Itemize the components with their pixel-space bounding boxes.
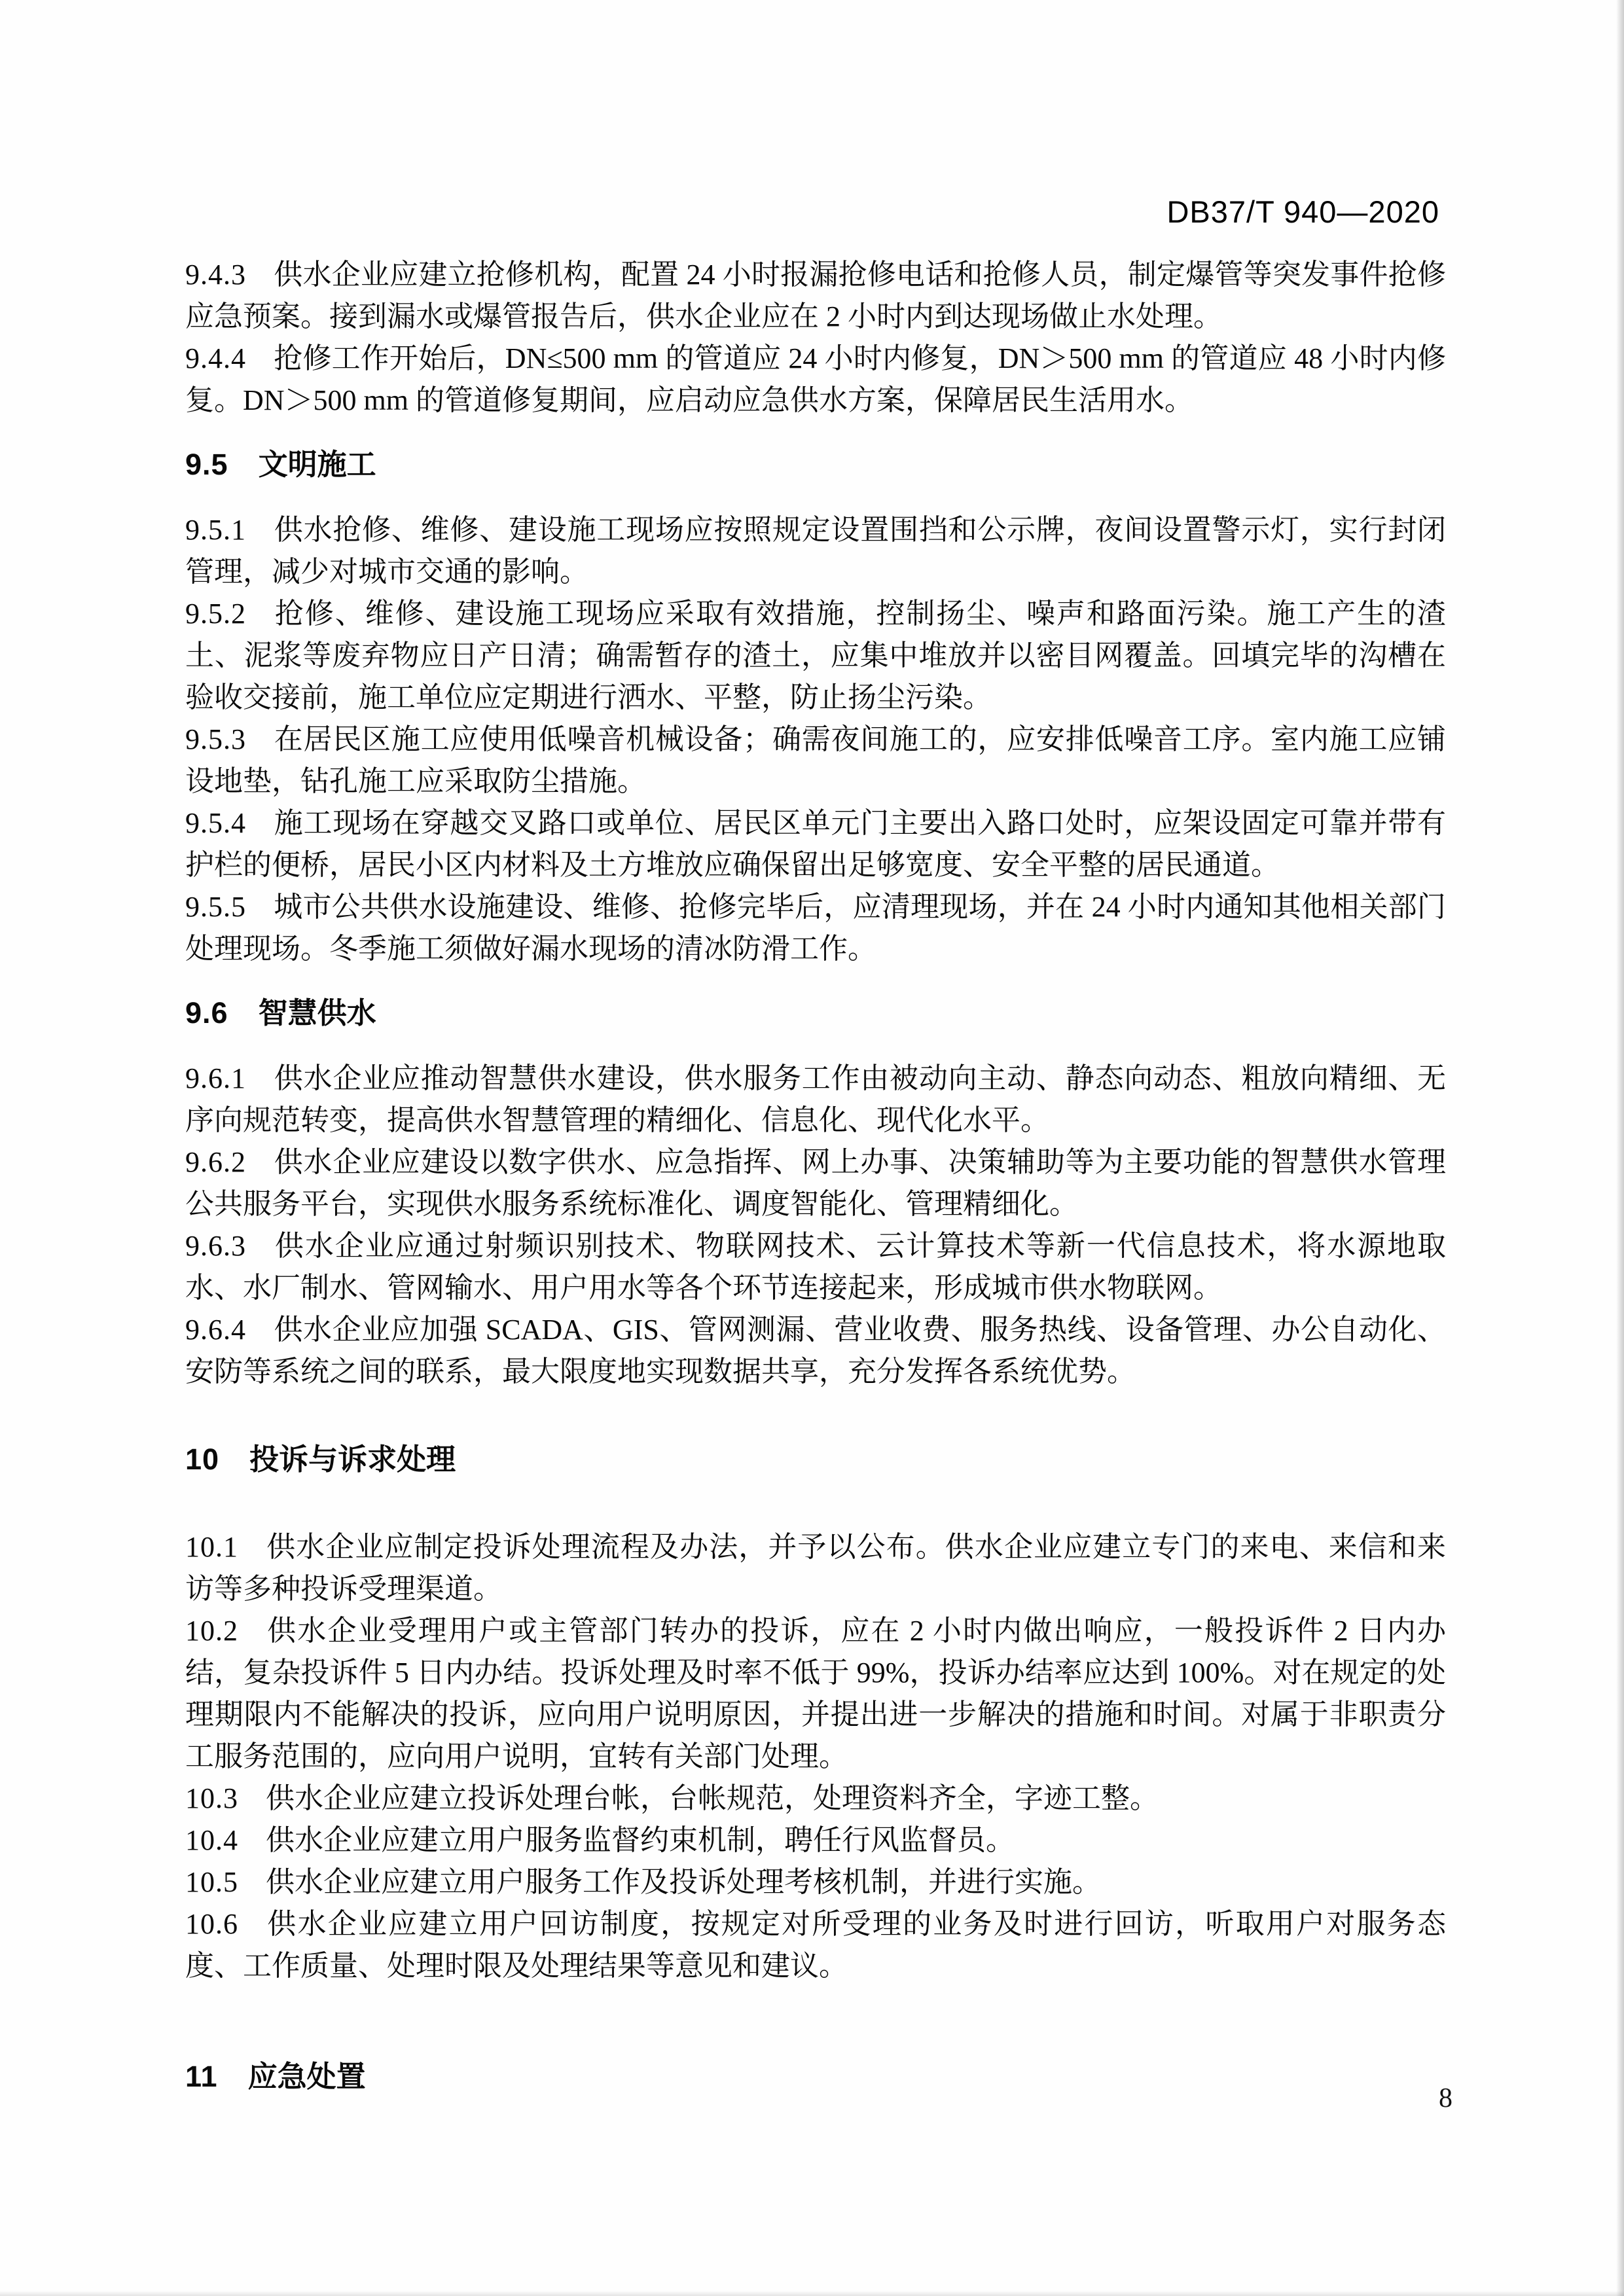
clause-number: 9.5.5 bbox=[185, 891, 246, 923]
clause-text: 抢修、维修、建设施工现场应采取有效措施，控制扬尘、噪声和路面污染。施工产生的渣土、泥浆等废弃物应日产日清；确需暂存的渣土，应集中堆放并以密目网覆盖。回填完毕的沟槽在验收交接前，施工单位应定期进行洒水、平整，防止扬尘污染。 bbox=[185, 598, 1446, 713]
clause-number: 9.4.4 bbox=[185, 342, 246, 374]
heading-text: 智慧供水 bbox=[258, 996, 376, 1030]
clause-number: 9.6.1 bbox=[185, 1062, 246, 1094]
scan-edge-right bbox=[1616, 0, 1624, 2296]
heading-text: 应急处置 bbox=[247, 2060, 366, 2093]
clause-number: 9.5.4 bbox=[185, 807, 246, 839]
heading-number: 9.5 bbox=[185, 448, 228, 481]
clause-9-4-4 bbox=[185, 338, 1446, 422]
clause-text: 供水企业应通过射频识别技术、物联网技术、云计算技术等新一代信息技术，将水源地取水、水厂制水、管网输水、用户用水等各个环节连接起来，形成城市供水物联网。 bbox=[185, 1230, 1446, 1304]
clause-9-6-1 bbox=[185, 1058, 1446, 1141]
heading-number: 10 bbox=[185, 1443, 220, 1476]
clause-number: 10.1 bbox=[185, 1531, 238, 1563]
page-number: 8 bbox=[1439, 2083, 1453, 2113]
clause-number: 9.5.3 bbox=[185, 723, 246, 755]
clause-10-3 bbox=[185, 1778, 1446, 1820]
standard-number-header: DB37/T 940—2020 bbox=[1166, 194, 1439, 229]
clause-9-4-3 bbox=[185, 254, 1446, 338]
heading-number: 9.6 bbox=[185, 996, 228, 1030]
heading-text: 文明施工 bbox=[258, 448, 376, 481]
clause-text: 施工现场在穿越交叉路口或单位、居民区单元门主要出入路口处时，应架设固定可靠并带有护栏的便桥，居民小区内材料及土方堆放应确保留出足够宽度、安全平整的居民通道。 bbox=[185, 807, 1446, 881]
clause-number: 10.6 bbox=[185, 1908, 238, 1940]
chapter-heading-10 bbox=[185, 1439, 1446, 1480]
clause-10-1 bbox=[185, 1526, 1446, 1610]
clause-text: 供水企业应推动智慧供水建设，供水服务工作由被动向主动、静态向动态、粗放向精细、无序向规范转变，提高供水智慧管理的精细化、信息化、现代化水平。 bbox=[185, 1062, 1446, 1136]
clause-9-5-2 bbox=[185, 593, 1446, 719]
clause-text: 供水企业应建立用户服务工作及投诉处理考核机制，并进行实施。 bbox=[266, 1866, 1101, 1898]
clause-text: 抢修工作开始后，DN≤500 mm 的管道应 24 小时内修复，DN＞500 mm 的管道应 48 小时内修复。DN＞500 mm 的管道修复期间，应启动应急供水方案，保障居民生活用水。 bbox=[185, 342, 1446, 416]
clause-number: 9.6.2 bbox=[185, 1146, 246, 1178]
clause-9-5-4 bbox=[185, 802, 1446, 886]
clause-text: 供水企业受理用户或主管部门转办的投诉，应在 2 小时内做出响应，一般投诉件 2 日内办结，复杂投诉件 5 日内办结。投诉处理及时率不低于 99%，投诉办结率应达到 100%。对在规定的处理期限内不能解决的投诉，应向用户说明原因，并提出进一步解决的措施和时间。对属于非职责分工服务范围的，应向用户说明，宜转有关部门处理。 bbox=[185, 1615, 1446, 1772]
clause-text: 供水企业应建立抢修机构，配置 24 小时报漏抢修电话和抢修人员，制定爆管等突发事件抢修应急预案。接到漏水或爆管报告后，供水企业应在 2 小时内到达现场做止水处理。 bbox=[185, 259, 1446, 332]
clause-number: 9.6.4 bbox=[185, 1314, 246, 1346]
clause-10-5 bbox=[185, 1861, 1446, 1903]
chapter-heading-11 bbox=[185, 2056, 1446, 2098]
clause-text: 城市公共供水设施建设、维修、抢修完毕后，应清理现场，并在 24 小时内通知其他相关部门处理现场。冬季施工须做好漏水现场的清冰防滑工作。 bbox=[185, 891, 1446, 965]
clause-text: 供水抢修、维修、建设施工现场应按照规定设置围挡和公示牌，夜间设置警示灯，实行封闭管理，减少对城市交通的影响。 bbox=[185, 514, 1446, 588]
clause-9-6-2 bbox=[185, 1141, 1446, 1225]
heading-number: 11 bbox=[185, 2060, 218, 2093]
clause-number: 9.6.3 bbox=[185, 1230, 246, 1262]
clause-text: 供水企业应建立投诉处理台帐，台帐规范，处理资料齐全，字迹工整。 bbox=[266, 1782, 1159, 1814]
heading-text: 投诉与诉求处理 bbox=[249, 1443, 456, 1476]
document-body bbox=[185, 254, 1446, 2144]
clause-text: 供水企业应加强 SCADA、GIS、管网测漏、营业收费、服务热线、设备管理、办公自动化、安防等系统之间的联系，最大限度地实现数据共享，充分发挥各系统优势。 bbox=[185, 1314, 1446, 1388]
section-heading-9-6 bbox=[185, 992, 1446, 1034]
clause-number: 9.4.3 bbox=[185, 259, 246, 291]
clause-9-5-3 bbox=[185, 719, 1446, 802]
clause-number: 10.4 bbox=[185, 1824, 238, 1856]
clause-text: 供水企业应建立用户服务监督约束机制，聘任行风监督员。 bbox=[266, 1824, 1015, 1856]
section-heading-9-5 bbox=[185, 444, 1446, 486]
clause-text: 供水企业应建设以数字供水、应急指挥、网上办事、决策辅助等为主要功能的智慧供水管理公共服务平台，实现供水服务系统标准化、调度智能化、管理精细化。 bbox=[185, 1146, 1446, 1220]
clause-number: 9.5.1 bbox=[185, 514, 246, 546]
clause-10-6 bbox=[185, 1903, 1446, 1987]
clause-9-5-1 bbox=[185, 509, 1446, 593]
clause-10-2 bbox=[185, 1610, 1446, 1778]
clause-9-5-5 bbox=[185, 886, 1446, 970]
clause-text: 供水企业应制定投诉处理流程及办法，并予以公布。供水企业应建立专门的来电、来信和来访等多种投诉受理渠道。 bbox=[185, 1531, 1446, 1605]
clause-text: 在居民区施工应使用低噪音机械设备；确需夜间施工的，应安排低噪音工序。室内施工应铺设地垫，钻孔施工应采取防尘措施。 bbox=[185, 723, 1446, 797]
clause-10-4 bbox=[185, 1820, 1446, 1861]
clause-number: 9.5.2 bbox=[185, 598, 246, 630]
clause-text: 供水企业应建立用户回访制度，按规定对所受理的业务及时进行回访，听取用户对服务态度、工作质量、处理时限及处理结果等意见和建议。 bbox=[185, 1908, 1446, 1982]
clause-9-6-4 bbox=[185, 1309, 1446, 1393]
clause-number: 10.3 bbox=[185, 1782, 238, 1814]
scan-edge-bottom bbox=[0, 2291, 1624, 2296]
clause-number: 10.2 bbox=[185, 1615, 238, 1647]
clause-number: 10.5 bbox=[185, 1866, 238, 1898]
clause-9-6-3 bbox=[185, 1225, 1446, 1309]
